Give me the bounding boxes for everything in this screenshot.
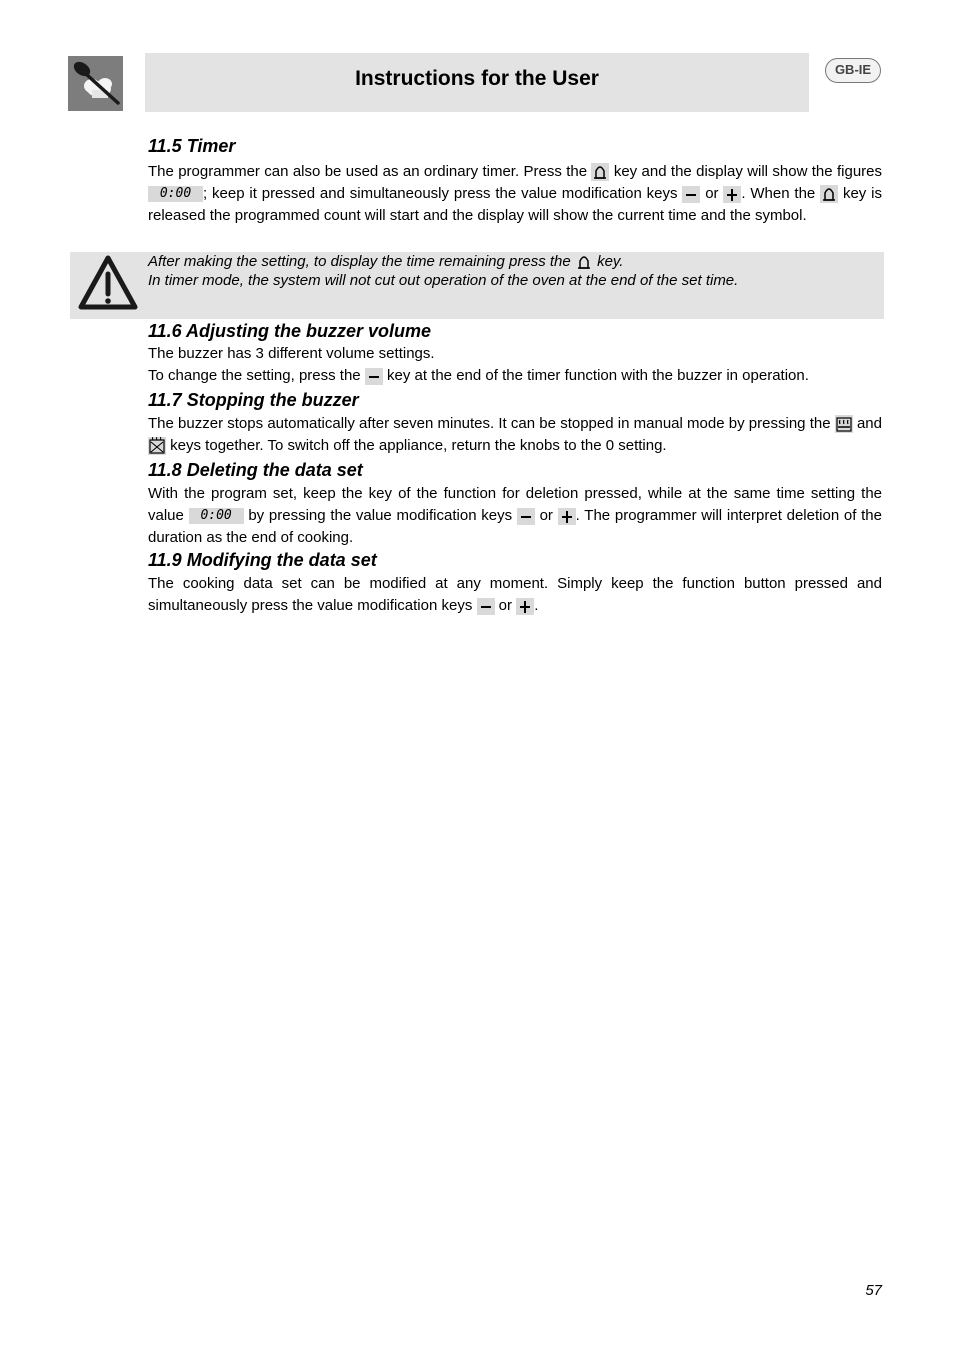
warning-note xyxy=(70,252,884,319)
section-stop-buzzer xyxy=(148,389,882,457)
paragraph xyxy=(148,483,882,549)
paragraph xyxy=(148,161,882,227)
text: or xyxy=(539,507,553,524)
bell-icon xyxy=(575,253,593,271)
section-heading: 11.7 Stopping the buzzer xyxy=(148,390,359,410)
warning-text xyxy=(148,252,882,290)
paragraph: The buzzer has 3 different volume settings. xyxy=(148,345,435,362)
text: or xyxy=(498,597,513,614)
page-title: Instructions for the User xyxy=(355,67,599,90)
text: The cooking data set can be modified at any moment. Simply keep the function button pressed and simultaneously press the value modification keys xyxy=(148,575,882,614)
section-heading: 11.8 Deleting the data set xyxy=(148,460,363,480)
text: . The programmer will interpret deletion of the duration as the end of cooking. xyxy=(148,507,882,546)
page-number: 57 xyxy=(865,1282,882,1299)
paragraph xyxy=(148,573,882,617)
logo xyxy=(68,56,123,111)
text: by pressing the value modification keys xyxy=(248,507,513,524)
text: key and the display will show the figures xyxy=(613,163,883,180)
display-0-00-icon: 0:00 xyxy=(189,508,244,524)
minus-icon xyxy=(365,368,383,385)
text: key at the end of the timer function with the buzzer in operation. xyxy=(386,367,809,384)
oven-top-heat-icon xyxy=(835,415,853,433)
text: . When the xyxy=(741,185,816,202)
minus-icon xyxy=(682,186,700,203)
section-heading: 11.9 Modifying the data set xyxy=(148,550,377,570)
warning-icon-box xyxy=(70,252,145,319)
spoon-chef-hat-icon xyxy=(68,56,123,111)
bell-icon xyxy=(591,163,609,181)
paragraph xyxy=(148,365,882,387)
text: With the program set, keep the key of the function for deletion pressed, while at the same time setting the value xyxy=(148,485,882,524)
text: The programmer can also be used as an ordinary timer. Press the xyxy=(148,163,588,180)
text: keys together. To switch off the appliance, return the knobs to the 0 setting. xyxy=(170,437,667,454)
minus-icon xyxy=(517,508,535,525)
section-buzzer-volume xyxy=(148,320,882,387)
display-0-00-icon: 0:00 xyxy=(148,186,203,202)
section-modify-data xyxy=(148,549,882,617)
bell-icon xyxy=(820,185,838,203)
warning-triangle-icon xyxy=(70,252,145,319)
section-timer xyxy=(148,135,882,227)
section-heading: 11.5 Timer xyxy=(148,136,236,156)
oven-grill-icon xyxy=(148,437,166,455)
text: After making the setting, to display the time remaining press the xyxy=(148,253,571,270)
warning-line-2: In timer mode, the system will not cut out operation of the oven at the end of the set time. xyxy=(148,272,739,290)
plus-icon xyxy=(558,508,576,525)
language-badge: GB-IE xyxy=(825,58,881,83)
text: key is released the programmed count will start and the display will show the current time and the symbol. xyxy=(148,185,882,224)
text: and xyxy=(856,415,882,432)
text: . xyxy=(534,597,539,614)
minus-icon xyxy=(477,598,495,615)
text: To change the setting, press the xyxy=(148,367,361,384)
section-heading: 11.6 Adjusting the buzzer volume xyxy=(148,321,432,341)
section-delete-data xyxy=(148,459,882,549)
text: The buzzer stops automatically after seven minutes. It can be stopped in manual mode by pressing the xyxy=(148,415,831,432)
header-bar xyxy=(145,53,809,112)
plus-icon xyxy=(723,186,741,203)
plus-icon xyxy=(516,598,534,615)
text: or xyxy=(705,185,719,202)
paragraph xyxy=(148,413,882,457)
text: ; keep it pressed and simultaneously press the value modification keys xyxy=(203,185,678,202)
text: key. xyxy=(597,253,624,270)
warning-line-1 xyxy=(148,252,882,271)
